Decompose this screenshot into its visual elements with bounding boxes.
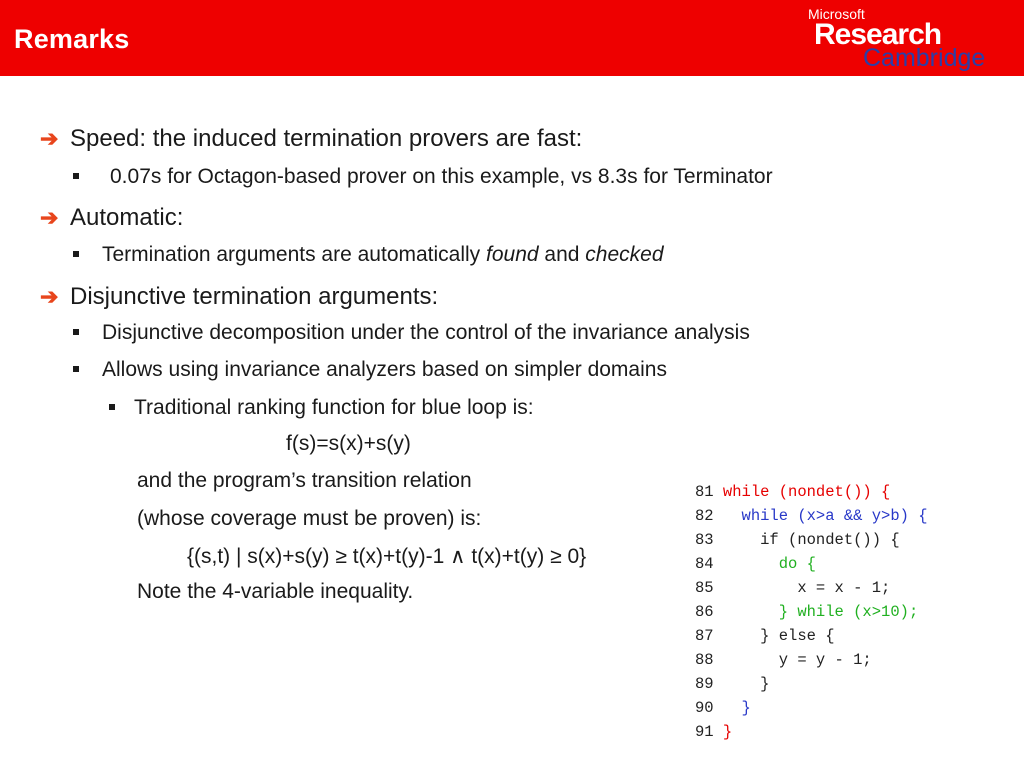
- code-text: }: [713, 723, 733, 741]
- code-line: [695, 600, 928, 624]
- code-text: if (nondet()) {: [713, 531, 900, 549]
- microsoft-research-cambridge-logo: [808, 6, 1008, 70]
- code-line: [695, 672, 928, 696]
- logo-microsoft-text: Microsoft: [808, 6, 865, 22]
- code-line: [695, 576, 928, 600]
- line-number: 88: [695, 651, 714, 669]
- sub-sub-bullet-ranking: Traditional ranking function for blue loop is:: [134, 396, 534, 419]
- line-number: 81: [695, 483, 714, 501]
- text-note: Note the 4-variable inequality.: [137, 580, 414, 603]
- arrow-bullet-icon: ➔: [40, 205, 59, 230]
- code-text: } else {: [713, 627, 835, 645]
- square-bullet-icon: [109, 404, 115, 410]
- code-text: while (x>a && y>b) {: [713, 507, 928, 525]
- logo-research-text: Research: [814, 18, 942, 51]
- code-line: [695, 552, 928, 576]
- code-line: [695, 480, 928, 504]
- code-text: do {: [713, 555, 816, 573]
- code-text: y = y - 1;: [713, 651, 872, 669]
- code-line: [695, 696, 928, 720]
- arrow-bullet-icon: ➔: [40, 126, 59, 151]
- line-number: 82: [695, 507, 714, 525]
- line-number: 84: [695, 555, 714, 573]
- formula-transition-relation: {(s,t) | s(x)+s(y) ≥ t(x)+t(y)-1 ∧ t(x)+t(y) ≥ 0}: [187, 545, 587, 568]
- square-bullet-icon: [73, 329, 79, 335]
- code-line: [695, 528, 928, 552]
- code-line: [695, 648, 928, 672]
- code-line: [695, 504, 928, 528]
- emphasis-found: found: [486, 243, 539, 266]
- slide-title: Remarks: [14, 24, 130, 54]
- emphasis-checked: checked: [585, 243, 664, 266]
- code-text: while (nondet()) {: [713, 483, 891, 501]
- text-coverage: (whose coverage must be proven) is:: [137, 507, 482, 530]
- logo-cambridge-text: Cambridge: [863, 44, 986, 72]
- sub-bullet-decomposition: Disjunctive decomposition under the control of the invariance analysis: [102, 321, 750, 344]
- sub-bullet-timing: 0.07s for Octagon-based prover on this example, vs 8.3s for Terminator: [110, 165, 773, 188]
- text-fragment: and: [538, 243, 586, 266]
- square-bullet-icon: [73, 173, 79, 179]
- line-number: 87: [695, 627, 714, 645]
- arrow-bullet-icon: ➔: [40, 284, 59, 309]
- bullet-automatic: Automatic:: [70, 204, 184, 231]
- sub-bullet-termination-arguments: [102, 243, 664, 267]
- line-number: 90: [695, 699, 714, 717]
- text-transition-relation: and the program’s transition relation: [137, 469, 472, 492]
- line-number: 86: [695, 603, 714, 621]
- sub-bullet-analyzers: Allows using invariance analyzers based on simpler domains: [102, 358, 667, 381]
- line-number: 89: [695, 675, 714, 693]
- title-bar: [0, 0, 1024, 76]
- code-text: x = x - 1;: [713, 579, 891, 597]
- line-number: 83: [695, 531, 714, 549]
- code-listing: [695, 480, 928, 744]
- line-number: 85: [695, 579, 714, 597]
- code-text: }: [713, 699, 751, 717]
- square-bullet-icon: [73, 251, 79, 257]
- bullet-speed: Speed: the induced termination provers are fast:: [70, 125, 583, 152]
- line-number: 91: [695, 723, 714, 741]
- code-line: [695, 720, 928, 744]
- code-text: }: [713, 675, 770, 693]
- code-text: } while (x>10);: [713, 603, 919, 621]
- code-line: [695, 624, 928, 648]
- text-fragment: Termination arguments are automatically: [102, 243, 487, 266]
- bullet-disjunctive: Disjunctive termination arguments:: [70, 283, 439, 310]
- square-bullet-icon: [73, 366, 79, 372]
- formula-ranking-function: f(s)=s(x)+s(y): [286, 432, 411, 455]
